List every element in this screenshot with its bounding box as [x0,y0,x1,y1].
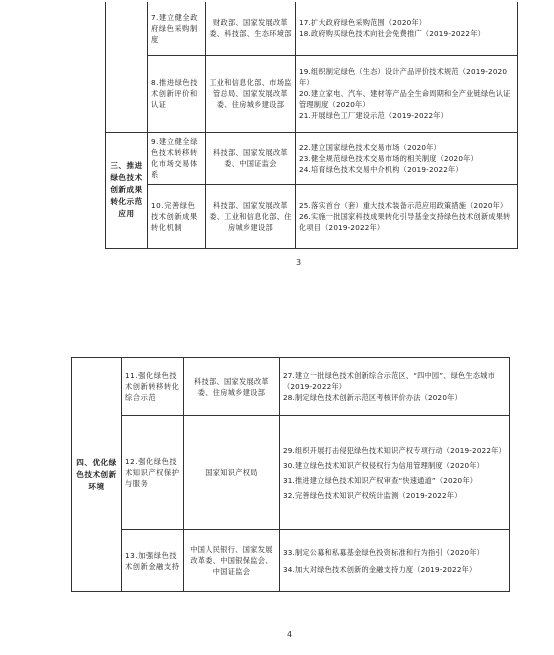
measure-item: 17.扩大政府绿色采购范围（2020年） [299,18,427,28]
measure-item: 31.推进建立绿色技术知识产权审查“快速通道”（2020年） [283,475,478,485]
page-number: 4 [287,630,293,639]
dept-cell: 科技部、国家发展改革委、中国证监会 [206,132,296,184]
table-row [106,2,518,55]
measure-item: 24.培育绿色技术交易中介机构（2019-2022年） [299,164,463,174]
task-cell: 9.建立健全绿色技术转移转化市场交易体系 [148,132,206,184]
task-cell: 8.推进绿色技术创新评价和认证 [148,55,206,132]
page-number: 3 [296,258,302,267]
measure-item: 18.政府购买绿色技术向社会免费推广（2019-2022年） [299,29,485,39]
measure-item: 22.建立国家绿色技术交易市场（2020年） [299,142,441,152]
table-row [72,358,510,416]
dept-cell: 科技部、国家发展改革委、工业和信息化部、住房城乡建设部 [206,184,296,248]
task-cell: 10.完善绿色技术创新成果转化机制 [148,184,206,248]
measures-cell [280,358,510,416]
category-cell-empty [106,2,148,132]
measure-item: 33.制定公募和私募基金绿色投资标准和行为指引（2020年） [283,547,485,557]
plan-table-bottom [71,357,510,592]
measures-cell [296,132,518,184]
measure-item: 29.组织开展打击侵犯绿色技术知识产权专项行动（2019-2022年） [283,445,506,455]
measure-item: 19.组织制定绿色（生态）设计产品评价技术规范（2019-2020年） [299,67,508,87]
measures-cell [296,55,518,132]
measure-item: 32.完善绿色技术知识产权统计监测（2019-2022年） [283,490,462,500]
task-cell: 13.加强绿色技术创新金融支持 [122,530,184,592]
task-cell: 7.建立健全政府绿色采购制度 [148,2,206,55]
measure-item: 26.实施一批国家科技成果转化引导基金支持绿色技术创新成果转化项目（2019-2022年） [299,211,511,232]
table-row [72,416,510,530]
measure-item: 25.落实首台（套）重大技术装备示范应用政策措施（2020年） [299,200,508,210]
table-row [72,530,510,592]
measure-item: 23.健全规范绿色技术交易市场的相关制度（2020年） [299,153,478,163]
category-cell: 四、优化绿色技术创新环境 [72,358,122,592]
category-cell: 三、推进绿色技术创新成果转化示范应用 [106,132,148,248]
dept-cell: 中国人民银行、国家发展改革委、中国银保监会、中国证监会 [184,530,280,592]
task-cell: 11.强化绿色技术创新转移转化综合示范 [122,358,184,416]
measure-item: 28.制定绿色技术创新示范区考核评价办法（2020年） [283,393,462,402]
table-row [106,184,518,248]
task-cell: 12.强化绿色技术知识产权保护与服务 [122,416,184,530]
dept-cell: 科技部、国家发展改革委、住房城乡建设部 [184,358,280,416]
measure-item: 30.建立绿色技术知识产权侵权行为信用管理制度（2020年） [283,460,485,470]
measures-cell [296,2,518,55]
table-row [106,55,518,132]
plan-table-top [105,2,518,249]
measures-cell [280,416,510,530]
dept-cell: 财政部、国家发展改革委、科技部、生态环境部 [206,2,296,55]
measure-item: 27.建立一批绿色技术创新综合示范区、“四中园”、绿色生态城市（2019-2022年） [283,371,495,391]
table-row [106,132,518,184]
measures-cell [296,184,518,248]
measure-item: 21.开展绿色工厂建设示范（2019-2022年） [299,111,449,120]
measures-cell [280,530,510,592]
dept-cell: 工业和信息化部、市场监管总局、国家发展改革委、住房城乡建设部 [206,55,296,132]
dept-cell: 国家知识产权局 [184,416,280,530]
measure-item: 34.加大对绿色技术创新的金融支持力度（2019-2022年） [283,564,477,574]
measure-item: 20.建立家电、汽车、建材等产品全生命周期和全产业链绿色认证管理制度（2020年） [299,89,511,109]
